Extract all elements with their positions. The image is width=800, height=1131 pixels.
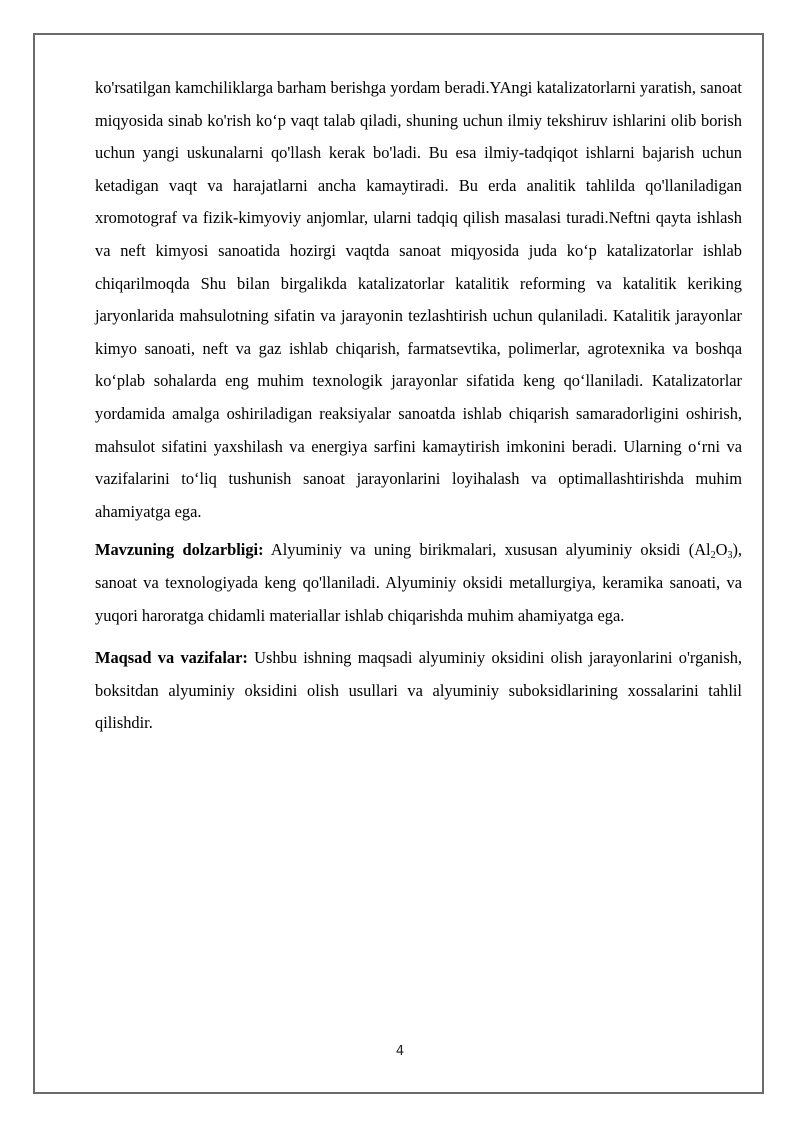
relevance-text-oxygen: O [715, 540, 728, 560]
goals-text: Ushbu ishning maqsadi alyuminiy oksidini olish jarayonlarini o'rganish, boksitdan alyuminiy oksidini olish usullari va alyuminiy suboksidlarining xossalarini tahlil qilishdir. [95, 648, 742, 733]
goals-paragraph [95, 642, 742, 740]
intro-paragraph: ko'rsatilgan kamchiliklarga barham berishga yordam beradi.YAngi katalizatorlarni yaratish, sanoat miqyosida sinab ko'rish ko‘p vaqt talab qiladi, shuning uchun ilmiy tekshiruv ishlarini olib borish uchun yangi uskunalarni qo'llash kerak bo'ladi. Bu esa ilmiy-tadqiqot ishlarni bajarish uchun ketadigan vaqt va harajatlarni ancha kamaytiradi. Bu erda analitik tahlilda qo'llaniladigan xromotograf va fizik-kimyoviy anjomlar, ularni tadqiq qilish masalasi turadi.Neftni qayta ishlash va neft kimyosi sanoatida hozirgi vaqtda sanoat miqyosida juda ko‘p katalizatorlar ishlab chiqarilmoqda Shu bilan birgalikda katalizatorlar katalitik reforming va katalitik keriking jaryonlarida mahsulotning sifatin va jarayonin tezlashtirish uchun qulaniladi. Katalitik jarayonlar kimyo sanoati, neft va gaz ishlab chiqarish, farmatsevtika, polimerlar, agrotexnika va boshqa ko‘plab sohalarda eng muhim texnologik jarayonlar sifatida keng qo‘llaniladi. Katalizatorlar yordamida amalga oshiriladigan reaksiyalar sanoatda ishlab chiqarish samaradorligini oshirish, mahsulot sifatini yaxshilash va energiya sarfini kamaytirish imkonini beradi. Ularning o‘rni va vazifalarini to‘liq tushunish sanoat jarayonlarini loyihalash va optimallashtirishda muhim ahamiyatga ega. [95, 78, 742, 521]
goals-heading: Maqsad va vazifalar: [95, 648, 248, 668]
relevance-text-end: ), sanoat va texnologiyada keng qo'llaniladi. Alyuminiy oksidi metallurgiya, keramika sanoati, va yuqori haroratga chidamli materiallar ishlab chiqarishda muhim ahamiyatga ega. [95, 540, 742, 625]
relevance-paragraph [95, 534, 742, 632]
formula-subscript-2: 2 [710, 550, 716, 562]
relevance-text-start: Alyuminiy va uning birikmalari, xususan alyuminiy oksidi (Al [263, 540, 711, 560]
formula-subscript-3: 3 [727, 550, 733, 562]
page-number: 4 [395, 1044, 405, 1059]
page-body [95, 72, 742, 740]
relevance-heading: Mavzuning dolzarbligi: [95, 540, 264, 560]
